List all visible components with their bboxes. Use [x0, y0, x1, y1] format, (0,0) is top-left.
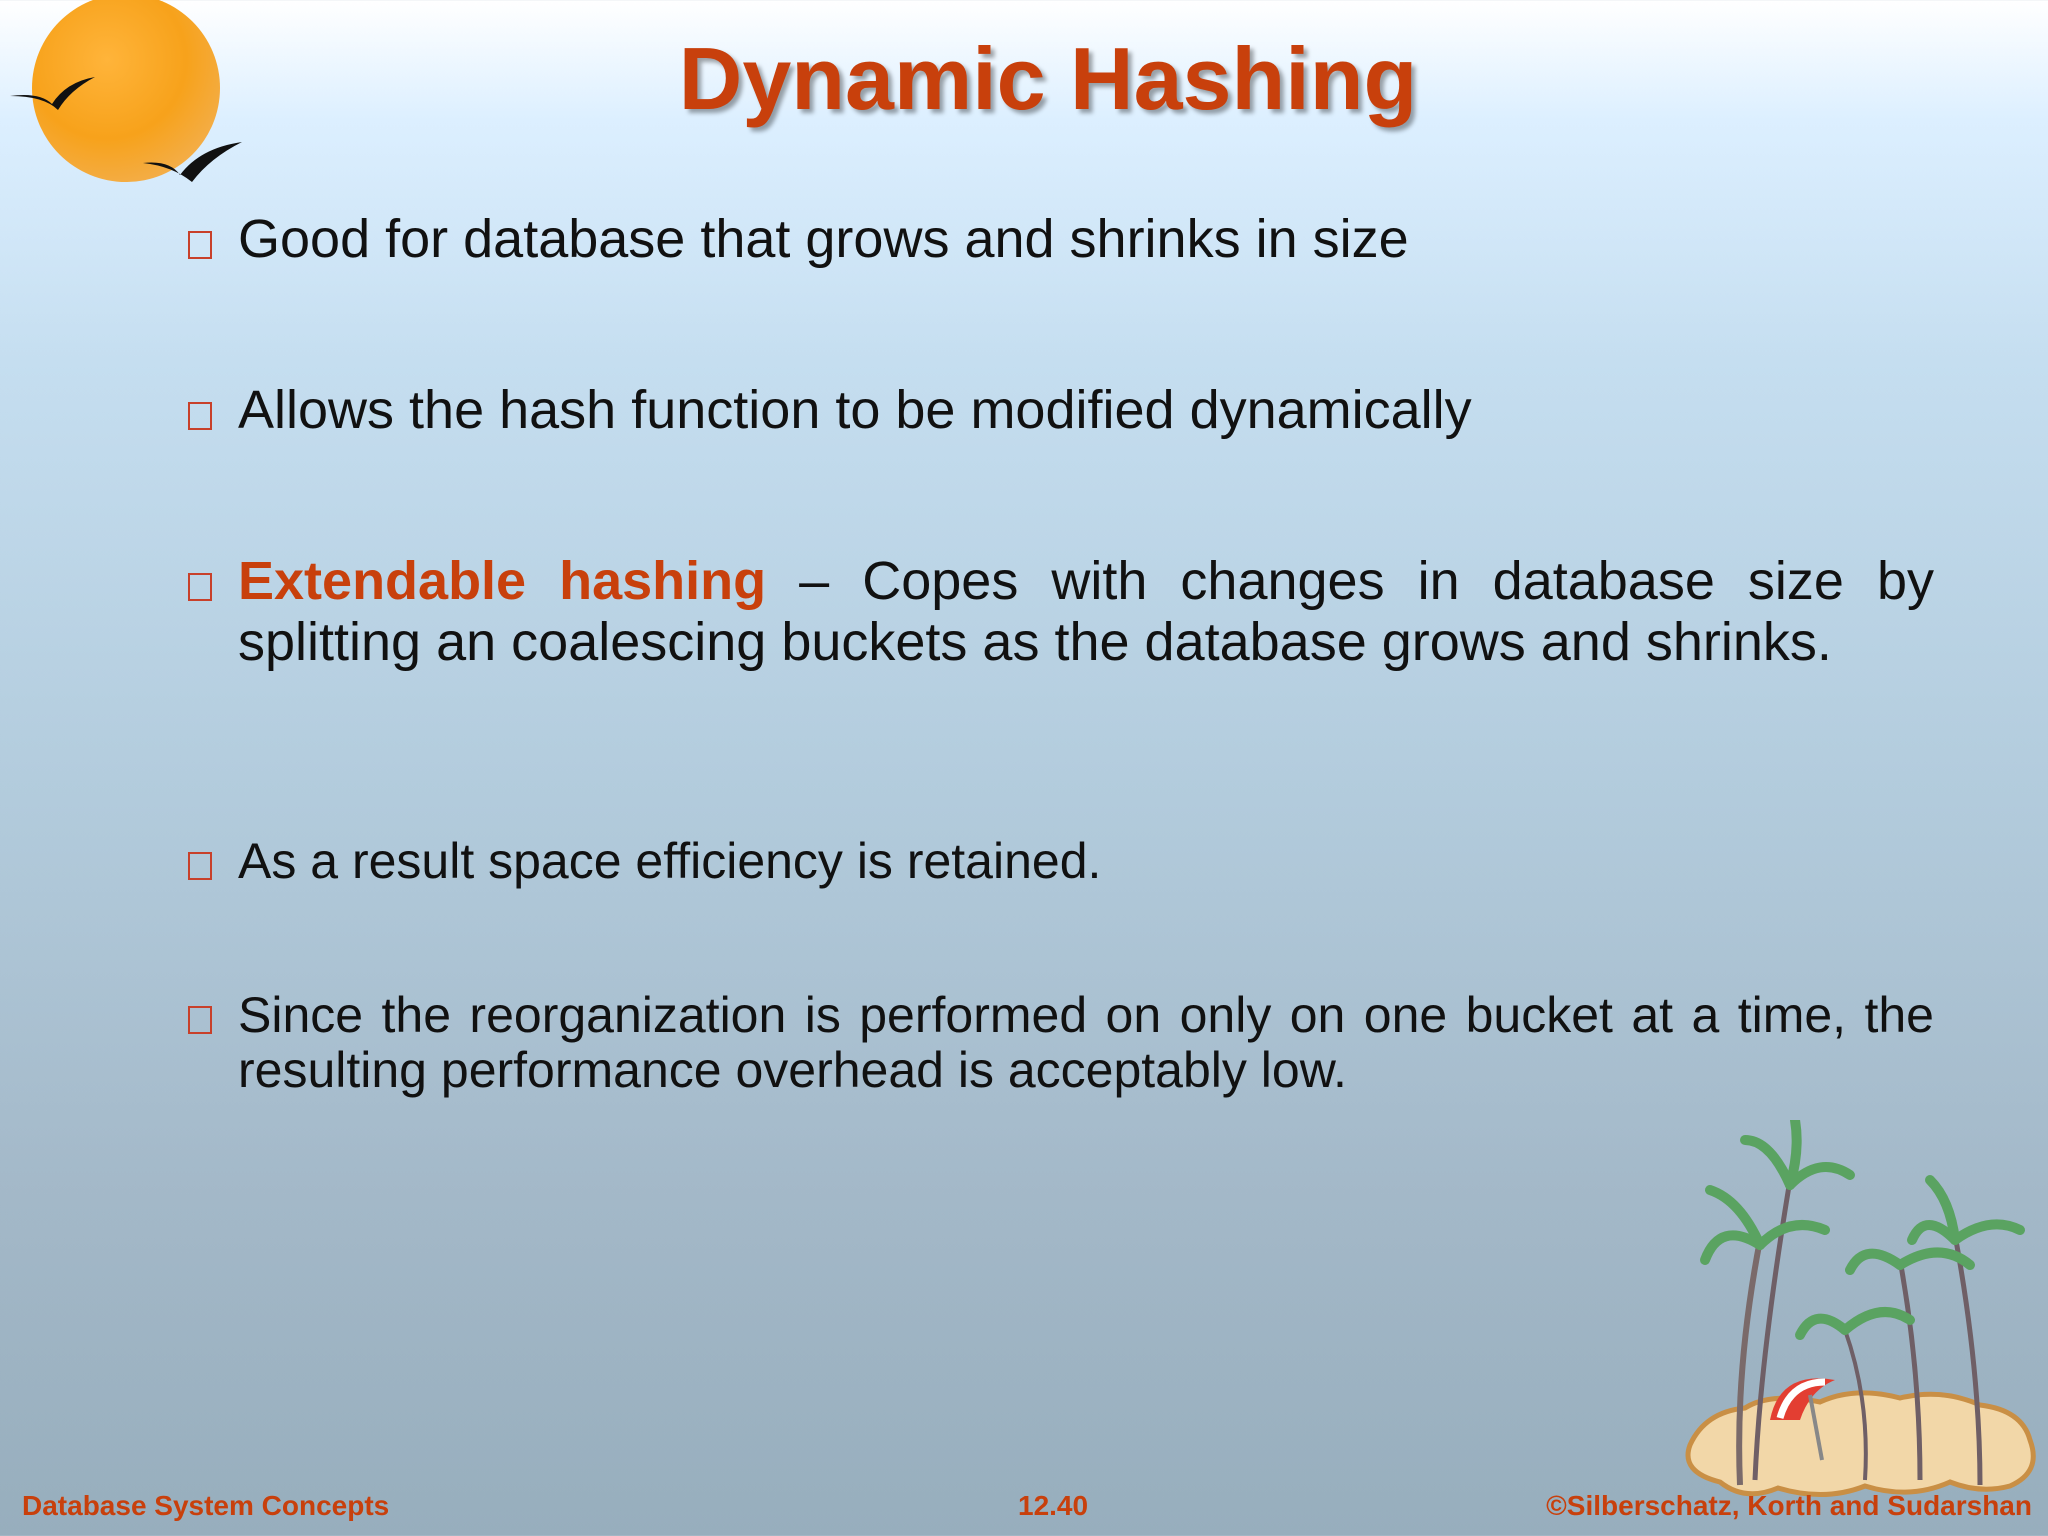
- bullet-marker-icon: [188, 231, 212, 259]
- footer-right: ©Silberschatz, Korth and Sudarshan: [1546, 1490, 2032, 1521]
- bullet-item-4: [238, 834, 1934, 889]
- bullet-text-4: As a result space efficiency is retained.: [238, 833, 1102, 889]
- footer-page-number: 12.40: [1018, 1490, 1089, 1521]
- bullet-text-3: [238, 551, 1934, 673]
- bullet-item-3: [238, 551, 1934, 673]
- bullet-text-1: Good for database that grows and shrinks in size: [238, 209, 1409, 269]
- bullet-text-5: Since the reorganization is performed on only on one bucket at a time, the resulting performance overhead is acceptably low.: [238, 987, 1934, 1098]
- bullet-marker-icon: [188, 852, 212, 880]
- palm-island-icon: [1650, 1120, 2048, 1520]
- extendable-hashing-description: – Copes with changes in database size by splitting an coalescing buckets as the database grows and shrinks.: [238, 551, 1934, 672]
- extendable-hashing-term: Extendable hashing: [238, 551, 767, 611]
- bullet-marker-icon: [188, 573, 212, 601]
- bullet-item-2: [238, 380, 1934, 441]
- bullet-text-2: Allows the hash function to be modified dynamically: [238, 380, 1472, 440]
- bullet-item-1: [238, 209, 1934, 270]
- bullet-marker-icon: [188, 1006, 212, 1034]
- bullet-item-5: [238, 988, 1934, 1098]
- slide-title: Dynamic Hashing: [678, 29, 1418, 128]
- bullet-marker-icon: [188, 402, 212, 430]
- footer-left: Database System Concepts: [22, 1490, 390, 1521]
